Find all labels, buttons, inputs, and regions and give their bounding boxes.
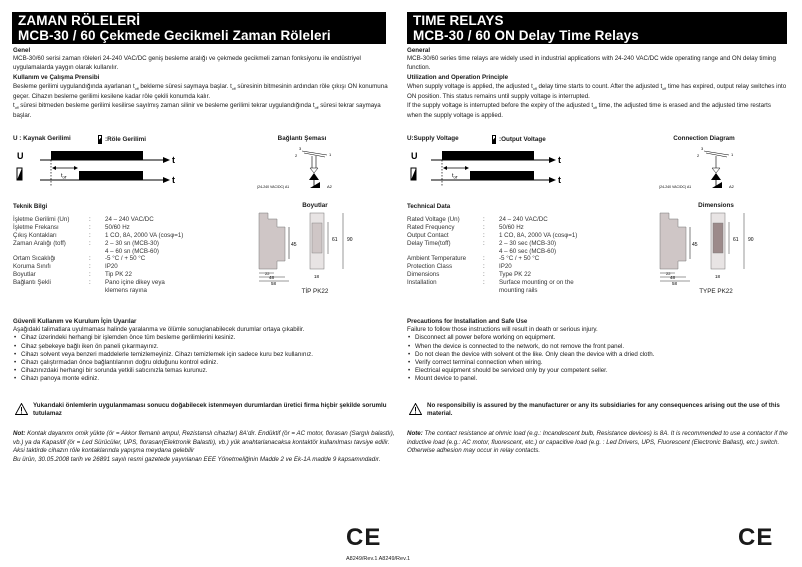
svg-text:22: 22 <box>265 271 270 276</box>
svg-text:58: 58 <box>672 281 678 285</box>
svg-text:U: U <box>411 151 418 161</box>
page-subtitle: MCB-30 / 60 Çekmede Gecikmeli Zaman Röleleri <box>18 28 331 43</box>
tech-heading: Technical Data <box>407 203 451 210</box>
warning-text: Yukarıdaki önlemlerin uygulanmaması sonucu doğabilecek istenmeyen durumlardan üretici firma hiçbir şekilde sorumlu tutulamaz <box>33 402 387 417</box>
list-item: • Cihazı panoya monte ediniz. <box>13 375 398 383</box>
tech-row: İşletme Gerilimi (Un) : 24 – 240 VAC/DC <box>13 215 154 223</box>
general-heading: Genel <box>13 47 31 54</box>
safety-intro: Aşağıdaki talimatlara uyulmaması halinde yaralanma ve ölümle sonuçlanabilecek durumlar ortaya çıkabilir. <box>13 326 305 334</box>
tech-row: Bağlantı Şekli : Pano içine dikey veya klemens rayına <box>13 279 165 295</box>
safety-intro: Failure to follow those instructions will result in death or serious injury. <box>407 326 598 334</box>
timing-legend <box>407 135 546 144</box>
principle-text-2: If the supply voltage is interrupted before the expiry of the adjusted $t_{off}$ time, the adjusted time is erased and the adjusted time restarts when the supply voltage is applied. <box>407 101 771 120</box>
tech-row: Çıkış Kontakları : 1 CO, 8A, 2000 VA (cosφ=1) <box>13 231 184 239</box>
general-heading: General <box>407 47 431 54</box>
svg-text:90: 90 <box>748 237 754 243</box>
tech-row: Delay Time(toff) : 2 – 30 sec (MCB-30) <box>407 239 557 247</box>
connection-schematic <box>257 142 347 192</box>
intro-section <box>13 47 393 120</box>
warning-triangle-icon <box>15 403 28 415</box>
principle-text-1: Besleme gerilimi uygulandığında ayarlanan $t_{off}$ bekleme süresi saymaya başlar. $t_{off}$ süresinin bitmesinin ardından röle çıkışı ON konumuna geçer. Cihazın besleme gerilimi kesilene kadar röle çekili konumda kalır. <box>13 82 388 101</box>
intro-section <box>407 47 787 120</box>
svg-text:3: 3 <box>701 146 704 151</box>
svg-text:61: 61 <box>733 237 739 243</box>
principle-text-1: When supply voltage is applied, the adjusted $t_{off}$ delay time starts to count. After the adjusted $t_{off}$ time has expired, output relay switches into ON position. This status remains until supply voltage is interrupted. <box>407 82 787 101</box>
dimensions-svg <box>656 209 776 285</box>
svg-text:(24-240 VAC/DC) A1: (24-240 VAC/DC) A1 <box>659 185 692 189</box>
svg-text:48: 48 <box>670 275 676 280</box>
tech-row: Output Contact : 1 CO, 8A, 2000 VA (cosφ=1) <box>407 231 578 239</box>
tech-heading: Teknik Bilgi <box>13 203 48 210</box>
safety-heading: Precautions for Installation and Safe Use <box>407 318 528 325</box>
connection-diagram <box>257 135 347 197</box>
list-item: • When the device is connected to the network, do not remove the front panel. <box>407 343 792 351</box>
connection-title: Bağlantı Şeması <box>277 135 327 142</box>
connection-title: Connection Diagram <box>673 135 735 142</box>
principle-heading: Kullanım ve Çalışma Prensibi <box>13 74 100 82</box>
tech-table <box>407 216 589 295</box>
svg-text:toff: $t_{off}$ <box>452 173 458 180</box>
list-item: • Cihazı çalıştırmadan önce bağlantılarının doğru olduğunu kontrol ediniz. <box>13 359 398 367</box>
page-title: TIME RELAYS <box>413 13 504 28</box>
safety-heading: Güvenli Kullanım ve Kurulum İçin Uyarılar <box>13 318 137 325</box>
svg-text:t: t <box>172 155 175 165</box>
tech-row: Protection Class : IP20 <box>407 263 512 271</box>
general-text: MCB-30/60 series time relays are widely used in industrial applications with 24-240 VAC/DC wide operating range and ON delay timing function. <box>407 55 776 71</box>
note-text-2: Bu ürün, 30.05.2008 tarih ve 26891 sayılı resmi gazetede yayınlanan EEE Yönetmeliğinin Madde 2 ve Ek-1A madde 9 kapsamındadır. <box>13 456 381 464</box>
tech-row: Koruma Sınıfı : IP20 <box>13 263 118 271</box>
dimensions-title: Dimensions <box>698 202 734 209</box>
warning-triangle-icon <box>409 403 422 415</box>
tech-row: Dimensions : Type PK 22 <box>407 271 531 279</box>
legend-output: :Röle Gerilimi <box>105 136 146 144</box>
list-item: • Electrical equipment should be serviced only by your competent seller. <box>407 367 792 375</box>
safety-section <box>407 318 792 384</box>
svg-text:90: 90 <box>347 237 353 243</box>
warning-notice <box>407 402 792 418</box>
relay-coil-icon <box>98 135 102 144</box>
note-section <box>407 430 792 456</box>
general-text: MCB-30/60 serisi zaman röleleri 24-240 VAC/DC geniş besleme aralığı ve çekmede gecikmeli zaman fonksiyonu ile endüstriyel uygulamalarda yaygın olarak kullanılır. <box>13 55 361 71</box>
tech-row: Zaman Aralığı (toff) : 2 – 30 sn (MCB-30) <box>13 239 159 247</box>
list-item: • Cihaz üzerindeki herhangi bir işlemden önce tüm besleme gerilimlerini kesiniz. <box>13 334 398 342</box>
timing-diagram-section <box>13 135 393 190</box>
svg-text:3: 3 <box>299 146 302 151</box>
legend-output: :Output Voltage <box>499 136 546 144</box>
title-banner <box>12 12 386 44</box>
page-title: ZAMAN RÖLELERİ <box>18 13 141 28</box>
svg-text:2: 2 <box>295 153 298 158</box>
svg-text:61: 61 <box>332 237 338 243</box>
page-subtitle: MCB-30 / 60 ON Delay Time Relays <box>413 28 639 43</box>
dimensions-svg <box>255 209 375 285</box>
dimensions-title: Boyutlar <box>302 202 328 209</box>
list-item: • Mount device to panel. <box>407 375 792 383</box>
timing-diagram <box>13 147 188 187</box>
note-label: Note: <box>407 430 423 437</box>
svg-text:t: t <box>172 175 175 185</box>
technical-data-section <box>407 203 647 295</box>
safety-section <box>13 318 398 384</box>
title-banner <box>407 12 787 44</box>
list-item: • Do not clean the device with solvent ot the like. Only clean the device with a dried cloth. <box>407 351 792 359</box>
list-item: • Cihazınızdaki herhangi bir sorunda yetkili satıcınızla temas kurunuz. <box>13 367 398 375</box>
relay-coil-icon <box>492 135 496 144</box>
tech-row: İşletme Frekansı : 50/60 Hz <box>13 223 130 231</box>
svg-text:U: U <box>17 151 24 161</box>
tech-row: Boyutlar : Tip PK 22 <box>13 271 132 279</box>
dimensions-drawing <box>656 202 776 302</box>
legend-supply: U : Kaynak Gerilimi <box>13 135 71 142</box>
warning-notice <box>13 402 398 418</box>
svg-text:2: 2 <box>697 153 700 158</box>
svg-text:toff: $t_{off}$ <box>61 173 67 180</box>
note-text: Kontak dayanımı omik yükte (ör = Akkor flemanlı ampul, Rezistanslı cihazlar) 8A'dir. Endüktif (ör = AC motor, florasan (Sargılı balastlı), vb.) ya da Kapasitif (ör = Led Sürücüler, UPS, florasan(Elektronik Balastlı), vb.) yük anahtarlanacaksa kontaktör kullanılması tavsiye edilir. Aksi taktirde cihazın röle kontaklarında yapışma meydana gelebilir <box>13 430 395 455</box>
svg-text:A2: A2 <box>327 184 332 189</box>
connection-diagram <box>659 135 749 197</box>
timing-legend <box>13 135 146 144</box>
note-text: The contact resistance at ohmic load (e.g.: Incandescent bulb, Resistance devices) is 8A. It is recommended to use a contactor if the inductive load (e.g.: AC motor, fluorescent, etc.) or capacitive load (e.g. : Led Drivers, UPS, Fluorescent (Electronic Ballast), etc.) switch. Otherwise adhesion may occur in relay contacts. <box>407 430 788 455</box>
svg-text:18: 18 <box>715 274 721 279</box>
page-english <box>401 0 802 567</box>
legend-supply: U:Supply Voltage <box>407 135 459 142</box>
svg-text:1: 1 <box>731 152 734 157</box>
technical-data-section <box>13 203 253 295</box>
dimensions-caption: TYPE PK22 <box>699 288 733 295</box>
note-section <box>13 430 398 465</box>
revision-label: A8249/Rev.1 A8249/Rev.1 <box>346 556 411 562</box>
svg-text:t: t <box>558 155 561 165</box>
ce-mark-icon: CE <box>738 524 774 551</box>
tech-row: Ortam Sıcaklığı : -5 °C / + 50 °C <box>13 255 146 263</box>
svg-text:58: 58 <box>271 281 277 285</box>
svg-text:48: 48 <box>269 275 275 280</box>
tech-row: Rated Voltage (Un) : 24 – 240 VAC/DC <box>407 215 548 223</box>
tech-row: Ambient Temperature : -5 °C / + 50 °C <box>407 255 540 263</box>
tech-row: Installation : Surface mounting or on the mounting rails <box>407 279 574 295</box>
tech-table <box>13 216 185 295</box>
safety-list <box>407 334 792 383</box>
list-item: • Verify correct terminal connection when wiring. <box>407 359 792 367</box>
svg-text:1: 1 <box>329 152 332 157</box>
svg-text:A2: A2 <box>729 184 734 189</box>
list-item: • Disconnect all power before working on equipment. <box>407 334 792 342</box>
tech-row: 4 – 60 sec (MCB-60) <box>499 247 557 255</box>
safety-list <box>13 334 398 383</box>
principle-text-2: $t_{off}$ süresi bitmeden besleme gerilimi kesilirse sayılmış zaman silinir ve besleme gerilimi tekrar uygulandığında $t_{off}$ süresi tekrar saymaya başlar. <box>13 101 381 120</box>
timing-diagram-section <box>407 135 787 190</box>
note-label: Not: <box>13 430 26 437</box>
svg-text:(24-240 VAC/DC) A1: (24-240 VAC/DC) A1 <box>257 185 290 189</box>
list-item: • Cihaz şebekeye bağlı iken ön paneli çıkarmayınız. <box>13 343 398 351</box>
svg-text:t: t <box>558 175 561 185</box>
svg-text:45: 45 <box>692 242 698 248</box>
ce-mark-icon: CE <box>346 524 382 551</box>
svg-text:18: 18 <box>314 274 320 279</box>
list-item: • Cihazı solvent veya benzeri maddelerle temizlemeyiniz. Cihazı temizlemek için sadece kuru bez kullanınız. <box>13 351 398 359</box>
dimensions-drawing <box>255 202 375 302</box>
svg-text:22: 22 <box>666 271 671 276</box>
dimensions-caption: TİP PK22 <box>301 288 329 295</box>
warning-text: No responsibiliy is assured by the manufacturer or any its subsidiaries for any consequences arising out the use of this material. <box>427 402 780 417</box>
svg-text:45: 45 <box>291 242 297 248</box>
connection-schematic <box>659 142 749 192</box>
tech-row: Rated Frequency : 50/60 Hz <box>407 223 524 231</box>
tech-row: 4 – 60 sn (MCB-60) <box>105 247 159 255</box>
principle-heading: Utilization and Operation Principle <box>407 74 509 82</box>
timing-diagram <box>407 147 582 187</box>
